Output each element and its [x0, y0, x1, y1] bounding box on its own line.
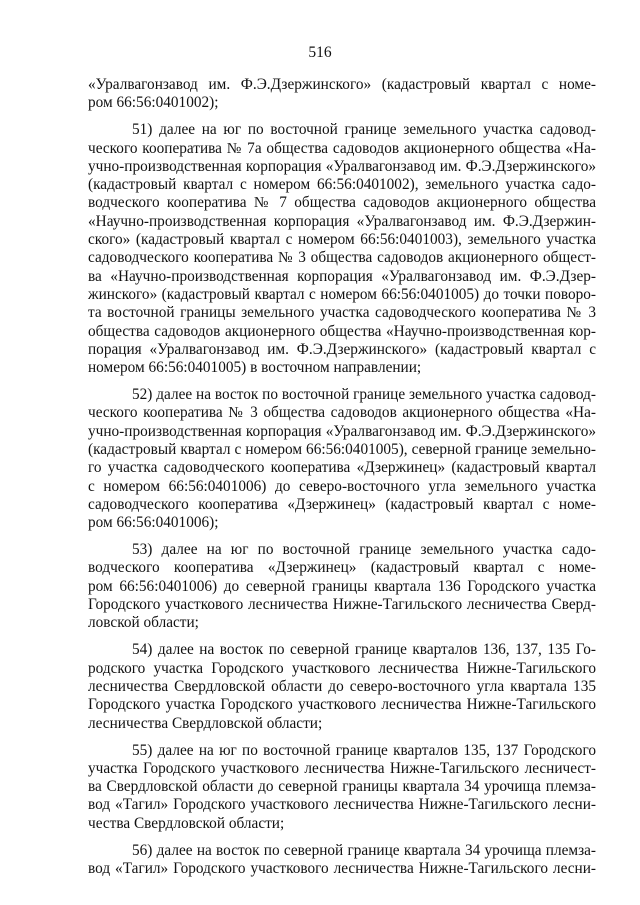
text-line: 54) далее на восток по северной границе кварталов 136, 137, 135 Го-	[132, 641, 596, 659]
text-line: родского участка Городского участкового лесничества Нижне-Тагильского	[88, 659, 596, 677]
text-line: Городского участкового лесничества Нижне-Тагильского лесничества Сверд-	[88, 596, 596, 614]
text-line: с номером 66:56:0401006) до северо-восточного угла земельного участка	[88, 477, 596, 495]
text-line: лесничества Свердловской области до северо-восточного угла квартала 135	[88, 677, 596, 695]
paragraph	[88, 76, 596, 113]
text-line: садоводческого кооператива № 3 общества садоводов акционерного общест-	[88, 249, 596, 267]
text-line: учно-производственная корпорация «Уралвагонзавод им. Ф.Э.Дзержинского»	[88, 157, 596, 175]
text-line: водческого кооператива «Дзержинец» (кадастровый квартал с номе-	[88, 559, 596, 577]
text-line: ского» (кадастровый квартал с номером 66:56:0401003), земельного участка	[88, 231, 596, 249]
text-line: садоводческого кооператива «Дзержинец» (кадастровый квартал с номе-	[88, 495, 596, 513]
text-line: вод «Тагил» Городского участкового лесничества Нижне-Тагильского лесни-	[88, 796, 596, 814]
text-line: 55) далее на юг по восточной границе кварталов 135, 137 Городского	[132, 741, 596, 759]
paragraph	[88, 541, 596, 632]
text-line: го участка садоводческого кооператива «Дзержинец» (кадастровый квартал	[88, 459, 596, 477]
text-line: «Научно-производственная корпорация «Уралвагонзавод им. Ф.Э.Дзержин-	[88, 212, 596, 230]
text-line: учно-производственная корпорация «Уралвагонзавод им. Ф.Э.Дзержинского»	[88, 422, 596, 440]
text-line: Городского участка Городского участкового лесничества Нижне-Тагильского	[88, 696, 596, 714]
text-line: порация «Уралвагонзавод им. Ф.Э.Дзержинского» (кадастровый квартал с	[88, 340, 596, 358]
text-line: ва «Научно-производственная корпорация «Уралвагонзавод им. Ф.Э.Дзер-	[88, 267, 596, 285]
text-line: (кадастровый квартал с номером 66:56:0401002), земельного участка садо-	[88, 176, 596, 194]
text-line: жинского» (кадастровый квартал с номером 66:56:0401005) до точки поворо-	[88, 285, 596, 303]
text-line: ром 66:56:0401002);	[88, 94, 219, 112]
paragraph	[88, 742, 596, 833]
text-line: ловской области;	[88, 614, 199, 632]
text-line: 53) далее на юг по восточной границе земельного участка садо-	[132, 541, 596, 559]
text-line: номером 66:56:0401005) в восточном направлении;	[88, 359, 422, 377]
text-line: 56) далее на восток по северной границе квартала 34 урочища племза-	[132, 841, 596, 859]
text-line: та восточной границы земельного участка садоводческого кооператива № 3	[88, 304, 596, 322]
paragraph	[88, 121, 596, 377]
text-line: вод «Тагил» Городского участкового лесничества Нижне-Тагильского лесни-	[88, 860, 596, 877]
text-line: 51) далее на юг по восточной границе земельного участка садовод-	[132, 121, 596, 139]
text-line: водческого кооператива № 7 общества садоводов акционерного общества	[88, 194, 596, 212]
text-line: ва Свердловской области до северной границы квартала 34 урочища племза-	[88, 778, 596, 796]
paragraph	[88, 386, 596, 532]
text-line: ром 66:56:0401006) до северной границы квартала 136 Городского участка	[88, 577, 596, 595]
paragraph	[88, 842, 596, 879]
text-line: ром 66:56:0401006);	[88, 514, 219, 532]
text-line: общества садоводов акционерного общества «Научно-производственная кор-	[88, 322, 596, 340]
text-line: «Уралвагонзавод им. Ф.Э.Дзержинского» (кадастровый квартал с номе-	[88, 76, 596, 93]
text-line: (кадастровый квартал с номером 66:56:0401005), северной границе земельно-	[88, 441, 596, 459]
text-line: ческого кооператива № 7а общества садоводов акционерного общества «На-	[88, 139, 596, 157]
document-body	[88, 76, 596, 887]
page-number: 516	[308, 44, 332, 61]
text-line: лесничества Свердловской области;	[88, 714, 323, 732]
text-line: участка Городского участкового лесничества Нижне-Тагильского лесничест-	[88, 759, 596, 777]
text-line: ческого кооператива № 3 общества садоводов акционерного общества «На-	[88, 404, 596, 422]
text-line: 52) далее на восток по восточной границе земельного участка садовод-	[132, 386, 596, 404]
text-line: чества Свердловской области;	[88, 814, 285, 832]
paragraph	[88, 641, 596, 732]
